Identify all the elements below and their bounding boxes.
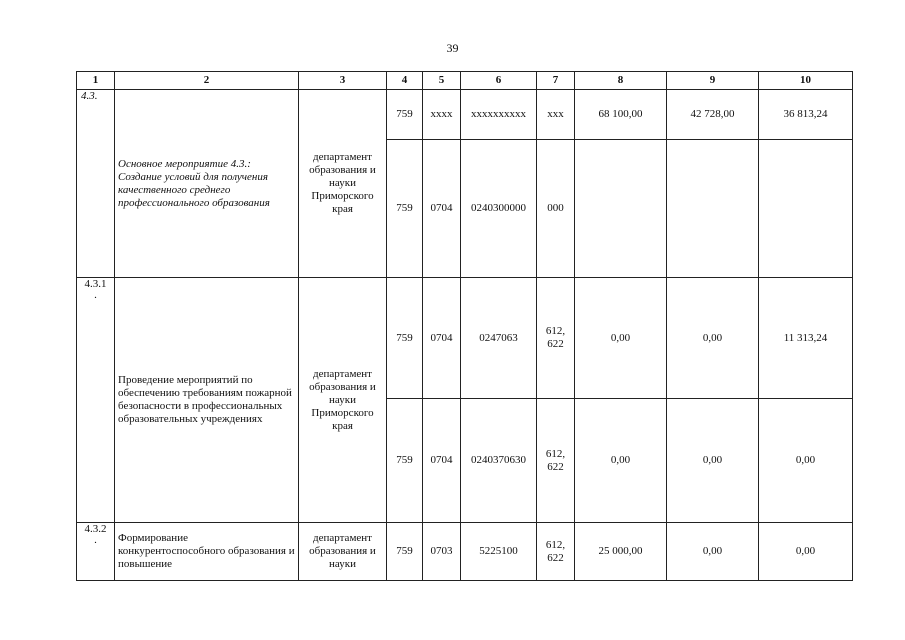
table-row	[77, 90, 853, 140]
row-executor: департамент образования и науки Приморского края	[299, 90, 387, 278]
cell-c7: 612, 622	[537, 523, 575, 581]
cell-c10: 11 313,24	[759, 278, 853, 399]
cell-c7: xxx	[537, 90, 575, 140]
col-header-3: 3	[299, 72, 387, 90]
cell-c5: xxxx	[423, 90, 461, 140]
row-index-number: 4.3.2	[84, 523, 107, 535]
cell-c5: 0704	[423, 399, 461, 523]
cell-c10	[759, 140, 853, 278]
row-executor: департамент образования и науки	[299, 523, 387, 581]
col-header-10: 10	[759, 72, 853, 90]
col-header-7: 7	[537, 72, 575, 90]
cell-c4: 759	[387, 90, 423, 140]
row-index: 4.3.	[77, 90, 115, 278]
col-header-1: 1	[77, 72, 115, 90]
row-name: Проведение мероприятий по обеспечению требованиям пожарной безопасности в профессиональных образовательных учреждениях	[115, 278, 299, 523]
col-header-2: 2	[115, 72, 299, 90]
cell-c5: 0703	[423, 523, 461, 581]
cell-c9: 42 728,00	[667, 90, 759, 140]
cell-c8: 0,00	[575, 278, 667, 399]
cell-c7: 000	[537, 140, 575, 278]
cell-c4: 759	[387, 523, 423, 581]
cell-c6: xxxxxxxxxx	[461, 90, 537, 140]
row-executor: департамент образования и науки Приморского края	[299, 278, 387, 523]
cell-c5: 0704	[423, 140, 461, 278]
cell-c9: 0,00	[667, 278, 759, 399]
cell-c5: 0704	[423, 278, 461, 399]
cell-c4: 759	[387, 140, 423, 278]
cell-c8: 0,00	[575, 399, 667, 523]
row-name: Формирование конкурентоспособного образования и повышение	[115, 523, 299, 581]
row-index-number: 4.3.1	[84, 278, 107, 290]
row-index-dot: .	[94, 289, 97, 301]
col-header-9: 9	[667, 72, 759, 90]
cell-c4: 759	[387, 278, 423, 399]
row-index-dot: .	[94, 534, 97, 546]
table-row	[77, 523, 853, 581]
cell-c6: 0240300000	[461, 140, 537, 278]
cell-c6: 5225100	[461, 523, 537, 581]
row-name: Основное мероприятие 4.3.: Создание условий для получения качественного среднего профессионального образования	[115, 90, 299, 278]
cell-c8	[575, 140, 667, 278]
cell-c10: 36 813,24	[759, 90, 853, 140]
cell-c4: 759	[387, 399, 423, 523]
col-header-5: 5	[423, 72, 461, 90]
cell-c10: 0,00	[759, 399, 853, 523]
header-row	[77, 72, 853, 90]
cell-c8: 25 000,00	[575, 523, 667, 581]
page-number: 39	[446, 41, 459, 55]
col-header-8: 8	[575, 72, 667, 90]
cell-c7: 612, 622	[537, 278, 575, 399]
cell-c9: 0,00	[667, 523, 759, 581]
col-header-4: 4	[387, 72, 423, 90]
cell-c8: 68 100,00	[575, 90, 667, 140]
cell-c7: 612, 622	[537, 399, 575, 523]
table-row	[77, 278, 853, 399]
row-index	[77, 278, 115, 523]
cell-c9	[667, 140, 759, 278]
cell-c9: 0,00	[667, 399, 759, 523]
row-index	[77, 523, 115, 581]
cell-c6: 0247063	[461, 278, 537, 399]
cell-c6: 0240370630	[461, 399, 537, 523]
budget-table	[76, 71, 853, 581]
col-header-6: 6	[461, 72, 537, 90]
cell-c10: 0,00	[759, 523, 853, 581]
